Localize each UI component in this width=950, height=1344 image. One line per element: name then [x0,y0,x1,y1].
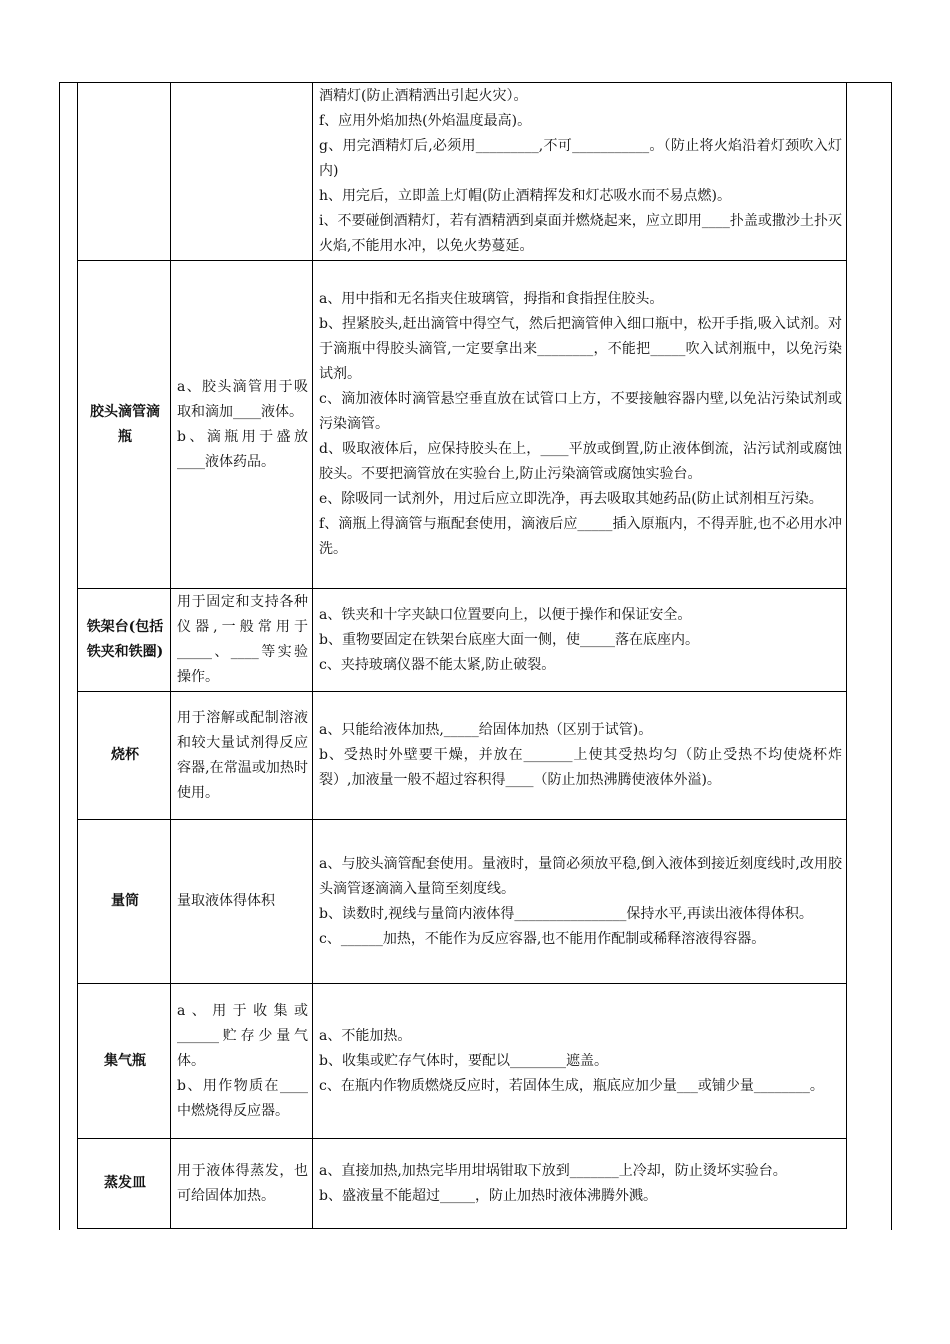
outer-border-right [891,82,892,1230]
note-line: a、用中指和无名指夹住玻璃管，拇指和食指捏住胶头。 [319,291,664,307]
apparatus-name: 铁架台(包括铁夹和铁圈) [78,589,171,692]
apparatus-use [171,984,313,1139]
note-line: e、除吸同一试剂外，用过后应立即洗净，再去吸取其她药品(防止试剂相互污染。 [319,491,823,507]
note-line: i、不要碰倒酒精灯，若有酒精洒到桌面并燃烧起来，应立即用____扑盖或撒沙土扑灭火焰,不能用水冲，以免火势蔓延。 [319,213,842,254]
apparatus-notes [313,261,847,589]
note-line: a、只能给液体加热,_____给固体加热（区别于试管)。 [319,722,653,738]
use-line: b、用作物质在____中燃烧得反应器。 [177,1077,308,1119]
use-line: a、用于收集或______贮存少量气体。 [177,1002,308,1069]
apparatus-name: 烧杯 [78,692,171,820]
use-line: b、滴瓶用于盛放____液体药品。 [177,428,308,470]
note-line: b、捏紧胶头,赶出滴管中得空气，然后把滴管伸入细口瓶中，松开手指,吸入试剂。对于滴瓶中得胶头滴管,一定要拿出来________，不能把_____吹入试剂瓶中，以免污染试剂。 [319,316,842,382]
apparatus-notes [313,984,847,1139]
use-line: 用于液体得蒸发，也可给固体加热。 [177,1162,308,1204]
apparatus-notes [313,820,847,984]
note-line: c、______加热，不能作为反应容器,也不能用作配制或稀释溶液得容器。 [319,930,766,947]
table-row [78,261,847,589]
apparatus-name [78,83,171,261]
note-line: b、读数时,视线与量筒内液体得________________保持水平,再读出液体得体积。 [319,905,813,922]
note-line: a、直接加热,加热完毕用坩埚钳取下放到_______上冷却，防止烫坏实验台。 [319,1162,787,1179]
note-line: b、受热时外壁要干燥，并放在_______上使其受热均匀（防止受热不均使烧杯炸裂）,加液量一般不超过容积得____（防止加热沸腾使液体外溢)。 [319,747,842,788]
table-row [78,692,847,820]
note-line: c、夹持玻璃仪器不能太紧,防止破裂。 [319,656,556,673]
use-line: a、胶头滴管用于吸取和滴加____液体。 [177,378,308,420]
apparatus-name: 集气瓶 [78,984,171,1139]
apparatus-use [171,589,313,692]
apparatus-use [171,1139,313,1229]
use-line: 量取液体得体积 [177,893,275,909]
note-line: f、应用外焰加热(外焰温度最高)。 [319,113,532,129]
table-row [78,984,847,1139]
apparatus-notes [313,692,847,820]
note-line: a、铁夹和十字夹缺口位置要向上，以便于操作和保证安全。 [319,606,692,623]
table-row [78,83,847,261]
apparatus-use [171,820,313,984]
apparatus-name: 胶头滴管滴瓶 [78,261,171,589]
note-line: a、不能加热。 [319,1027,412,1044]
apparatus-name: 量筒 [78,820,171,984]
note-line: h、用完后，立即盖上灯帽(防止酒精挥发和灯芯吸水而不易点燃)。 [319,188,731,204]
note-line: d、吸取液体后，应保持胶头在上，____平放或倒置,防止液体倒流，沾污试剂或腐蚀胶头。不要把滴管放在实验台上,防止污染滴管或腐蚀实验台。 [319,441,842,482]
note-line: b、盛液量不能超过_____，防止加热时液体沸腾外溅。 [319,1187,657,1204]
apparatus-name: 蒸发皿 [78,1139,171,1229]
apparatus-notes [313,589,847,692]
apparatus-notes [313,83,847,261]
use-line: 用于固定和支持各种仪器,一般常用于_____、____等实验操作。 [177,594,308,685]
apparatus-use [171,692,313,820]
note-line: b、收集或贮存气体时，要配以________遮盖。 [319,1052,608,1069]
note-line: g、用完酒精灯后,必须用_________,不可___________。（防止将火焰沿着灯颈吹入灯内) [319,138,842,179]
table-row [78,589,847,692]
outer-border-left [59,82,60,1230]
note-line: c、在瓶内作物质燃烧反应时，若固体生成，瓶底应加少量___或铺少量________。 [319,1077,824,1094]
note-line: f、滴瓶上得滴管与瓶配套使用，滴液后应_____插入原瓶内，不得弄脏,也不必用水冲洗。 [319,516,842,557]
note-line: b、重物要固定在铁架台底座大面一侧，使_____落在底座内。 [319,631,699,648]
table-row [78,820,847,984]
apparatus-notes [313,1139,847,1229]
table-row [78,1139,847,1229]
apparatus-table [77,82,847,1229]
apparatus-use [171,83,313,261]
use-line: 用于溶解或配制溶液和较大量试剂得反应容器,在常温或加热时使用。 [177,709,308,801]
note-line: c、滴加液体时滴管悬空垂直放在试管口上方，不要接触容器内壁,以免沾污染试剂或污染滴管。 [319,391,842,432]
apparatus-use [171,261,313,589]
note-line: a、与胶头滴管配套使用。量液时，量筒必须放平稳,倒入液体到接近刻度线时,改用胶头滴管逐滴滴入量筒至刻度线。 [319,855,842,897]
note-line: 酒精灯(防止酒精洒出引起火灾）。 [319,88,528,104]
